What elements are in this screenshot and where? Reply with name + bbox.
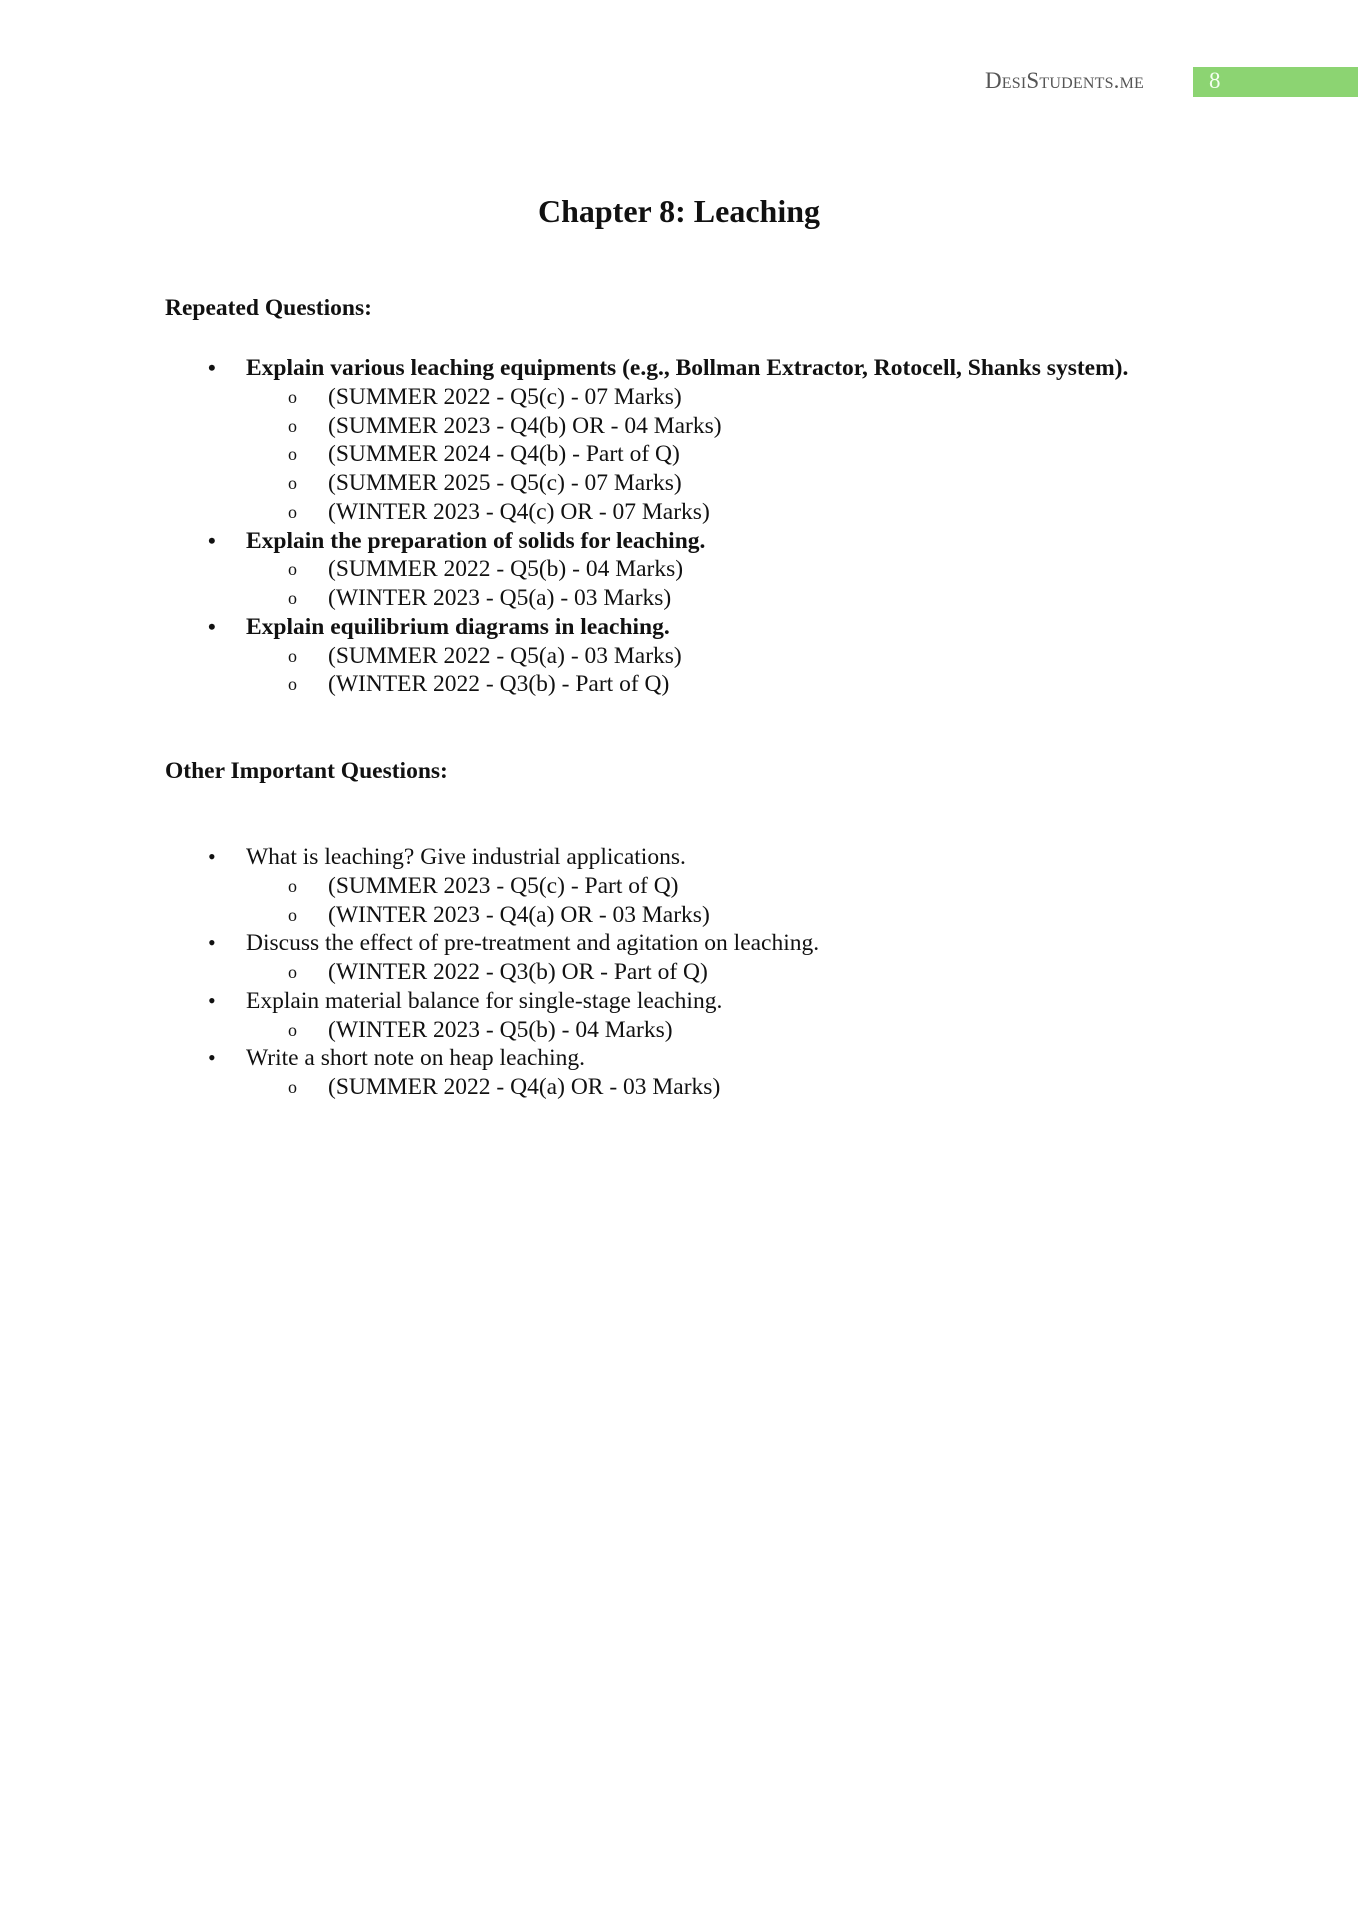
page-number-box <box>1193 67 1358 97</box>
chapter-title: Chapter 8: Leaching <box>537 193 821 229</box>
circle-bullet-icon: o <box>288 1019 297 1040</box>
reference-text: (WINTER 2022 - Q3(b) - Part of Q) <box>328 671 670 698</box>
reference-text: (SUMMER 2022 - Q5(a) - 03 Marks) <box>328 642 682 669</box>
circle-bullet-icon: o <box>288 1077 297 1097</box>
circle-bullet-icon: o <box>288 501 297 522</box>
exam-reference <box>288 584 672 613</box>
circle-bullet-icon: o <box>288 904 297 925</box>
reference-text: (SUMMER 2023 - Q4(b) OR - 04 Marks) <box>328 412 722 439</box>
circle-bullet-icon: o <box>288 559 297 580</box>
reference-text: (SUMMER 2023 - Q5(c) - Part of Q) <box>328 872 679 899</box>
circle-bullet-icon: o <box>288 645 297 666</box>
reference-text: (WINTER 2023 - Q5(a) - 03 Marks) <box>328 585 672 611</box>
reference-text: (SUMMER 2022 - Q4(a) OR - 03 Marks) <box>328 1074 721 1100</box>
question-item <box>208 354 1129 383</box>
exam-reference <box>288 469 682 498</box>
question-text: What is leaching? Give industrial applications. <box>246 844 686 870</box>
exam-reference <box>288 872 679 901</box>
site-name: DesiStudents.me <box>985 68 1145 93</box>
bullet-icon: • <box>208 930 216 956</box>
exam-reference <box>288 1016 673 1045</box>
exam-reference <box>288 1073 721 1102</box>
circle-bullet-icon: o <box>288 386 297 407</box>
question-text: Explain equilibrium diagrams in leaching. <box>246 613 670 640</box>
circle-bullet-icon: o <box>288 674 297 695</box>
circle-bullet-icon: o <box>288 444 297 465</box>
question-item <box>208 843 686 872</box>
circle-bullet-icon: o <box>288 415 297 436</box>
page-number: 8 <box>1209 68 1221 93</box>
exam-reference <box>288 498 710 527</box>
bullet-icon: • <box>208 1045 216 1071</box>
other-questions-heading: Other Important Questions: <box>165 758 448 784</box>
exam-reference <box>288 642 682 671</box>
question-item <box>208 987 723 1016</box>
exam-reference <box>288 670 670 699</box>
question-item <box>208 527 706 556</box>
exam-reference <box>288 901 710 930</box>
bullet-icon: • <box>208 613 216 639</box>
exam-reference <box>288 440 680 469</box>
reference-text: (SUMMER 2022 - Q5(c) - 07 Marks) <box>328 383 682 410</box>
bullet-icon: • <box>208 844 216 869</box>
bullet-icon: • <box>208 987 216 1013</box>
exam-reference <box>288 555 684 584</box>
circle-bullet-icon: o <box>288 473 297 493</box>
question-item <box>208 613 670 642</box>
reference-text: (WINTER 2023 - Q4(a) OR - 03 Marks) <box>328 901 710 928</box>
question-text: Explain material balance for single-stage leaching. <box>246 987 723 1014</box>
reference-text: (WINTER 2023 - Q4(c) OR - 07 Marks) <box>328 498 710 525</box>
reference-text: (SUMMER 2025 - Q5(c) - 07 Marks) <box>328 470 682 496</box>
circle-bullet-icon: o <box>288 962 297 982</box>
repeated-questions-heading: Repeated Questions: <box>165 295 372 321</box>
bullet-icon: • <box>208 355 216 380</box>
question-item <box>208 1044 586 1073</box>
reference-text: (SUMMER 2022 - Q5(b) - 04 Marks) <box>328 556 684 583</box>
reference-text: (WINTER 2022 - Q3(b) OR - Part of Q) <box>328 959 708 985</box>
question-text: Discuss the effect of pre-treatment and agitation on leaching. <box>246 930 820 957</box>
question-text: Explain the preparation of solids for leaching. <box>246 527 706 554</box>
question-text: Explain various leaching equipments (e.g., Bollman Extractor, Rotocell, Shanks system). <box>246 355 1129 381</box>
bullet-icon: • <box>208 527 216 553</box>
reference-text: (SUMMER 2024 - Q4(b) - Part of Q) <box>328 441 680 468</box>
exam-reference <box>288 412 722 441</box>
exam-reference <box>288 958 708 987</box>
circle-bullet-icon: o <box>288 588 297 608</box>
question-item <box>208 929 820 958</box>
circle-bullet-icon: o <box>288 875 297 896</box>
reference-text: (WINTER 2023 - Q5(b) - 04 Marks) <box>328 1016 673 1043</box>
exam-reference <box>288 383 682 412</box>
question-text: Write a short note on heap leaching. <box>246 1045 586 1072</box>
